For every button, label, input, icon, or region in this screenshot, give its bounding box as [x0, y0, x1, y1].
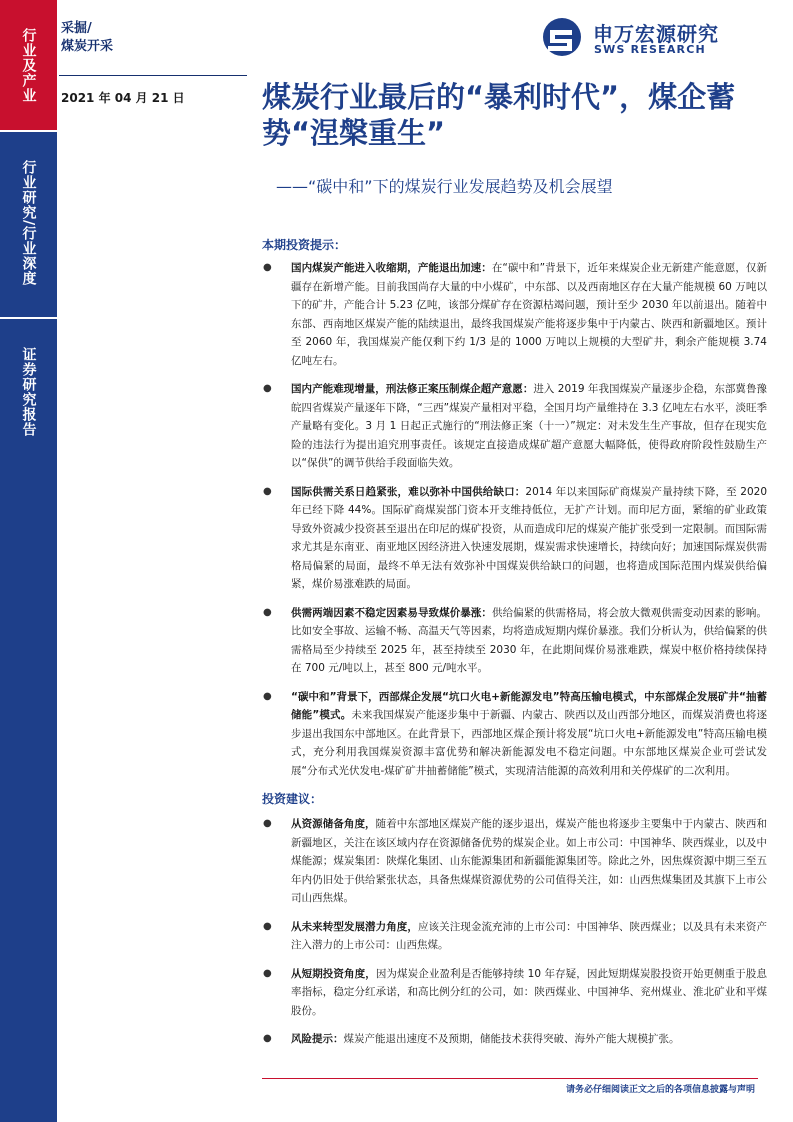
highlight-item-lead: “碳中和”背景下，西部煤企发展“坑口火电+新能源发电”特高压输电模式，中东部煤企发展矿井“抽蓄储能”模式。: [291, 690, 767, 721]
report-date: 2021 年 04 月 21 日: [61, 91, 185, 105]
bullet-icon: ●: [263, 262, 272, 273]
highlight-item: [262, 259, 767, 370]
recommendation-item-lead: 风险提示：: [291, 1033, 344, 1045]
bullet-icon: ●: [263, 690, 272, 702]
sidebar-tab-securities-report: [0, 317, 57, 1122]
highlight-item-lead: 国际供需关系日趋紧张，难以弥补中国供给缺口：: [291, 485, 526, 498]
bullet-icon: ●: [263, 485, 272, 497]
company-logo: [538, 16, 753, 58]
footer-disclaimer: 请务必仔细阅读正文之后的各项信息披露与声明: [565, 1085, 755, 1095]
sidebar-tab-industry-label: 行业及产业: [20, 28, 37, 103]
logo-mark-icon: [538, 16, 586, 58]
sidebar-tab-industry: [0, 0, 57, 130]
bullet-icon: ●: [263, 967, 272, 979]
bullet-icon: ●: [263, 606, 272, 618]
header-divider: [59, 75, 247, 76]
recommendation-item-lead: 从资源储备角度，: [291, 818, 376, 830]
category-line1: 采掘/: [61, 21, 92, 36]
recommendation-item-text: 因为煤炭企业盈利是否能够持续 10 年存疑，因此短期煤炭股投资开始更侧重于股息率指标，稳定分红承诺，和高比例分红的公司，如：陕西煤业、中国神华、兖州煤业、淮北矿业和平煤股份。: [291, 967, 767, 1017]
highlight-item: [262, 604, 767, 678]
highlight-item: [262, 483, 767, 594]
highlight-item-text: 未来我国煤炭产能逐步集中于新疆、内蒙古、陕西以及山西部分地区，而煤炭消费也将逐步退出我国东中部地区。在此背景下，西部地区煤企预计将发展“坑口火电+新能源发电”特高压输电模式，充分利用我国煤炭资源丰富优势和解决新能源发电不稳定问题。中东部地区煤炭企业可尝试发展“分布式光伏发电-煤矿矿井抽蓄储能”模式，实现清洁能源的高效利用和关停煤矿的二次利用。: [291, 709, 767, 777]
bullet-icon: ●: [263, 920, 272, 932]
bullet-icon: ●: [263, 818, 272, 829]
sidebar-tab-industry-research: [0, 130, 57, 317]
report-body: [262, 236, 767, 1059]
category-line2: 煤炭开采: [61, 39, 114, 54]
highlight-item: [262, 380, 767, 473]
report-subtitle: ——“碳中和”下的煤炭行业发展趋势及机会展望: [276, 177, 613, 196]
highlight-item-lead: 供需两端因素不稳定因素易导致煤价暴涨：: [291, 606, 493, 619]
recommendation-item: [262, 815, 767, 908]
recommendations-heading: 投资建议：: [262, 792, 323, 806]
recommendation-item: [262, 918, 767, 955]
bullet-icon: ●: [263, 1033, 272, 1044]
sidebar: [0, 0, 57, 1122]
logo-name: 申万宏源研究: [593, 22, 719, 46]
highlight-item-lead: 国内煤炭产能进入收缩期，产能退出加速：: [291, 262, 492, 274]
highlight-item: [262, 688, 767, 781]
recommendation-item-text: 应该关注现金流充沛的上市公司：中国神华、陕西煤业；以及具有未来资产注入潜力的上市公司：山西焦煤。: [291, 920, 768, 951]
highlight-item-text: 进入 2019 年我国煤炭产量逐步企稳，东部冀鲁豫皖四省煤炭产量逐年下降，“三西”煤炭产量相对平稳，全国月均产量维持在 3.3 亿吨左右水平，淡旺季产量略有变化。3 月 1 日起正式施行的“刑法修正案（十一）”规定：对未发生生产事故，但存在现实危险的违法行为提出追究刑事责任。该规定直接造成煤矿超产意愿大幅降低，使得政府阶段性鼓励生产以“保供”的调节供给手段面临失效。: [291, 383, 767, 469]
footer-divider: [262, 1078, 758, 1079]
logo-english-name: SWS RESEARCH: [594, 43, 706, 56]
bullet-icon: ●: [263, 383, 272, 394]
highlight-item-text: 2014 年以来国际矿商煤炭产量持续下降，至 2020 年已经下降 44%。国际矿商煤炭部门资本开支维持低位，无扩产计划。而印尼方面，紧缩的矿业政策导致外资减少投资甚至退出在印尼的煤矿投资，从而造成印尼的煤炭产能扩张受到一定限制。而国际需求尤其是东南亚、南亚地区因经济进入快速发展期，煤炭需求快速增长，持续向好；加速国际煤炭供需格局偏紧的局面，最终不单无法有效弥补中国煤炭供给缺口的问题，也将造成国际范围内煤炭供给偏紧，煤价易涨难跌的局面。: [291, 485, 767, 590]
highlights-heading: 本期投资提示：: [262, 238, 347, 252]
recommendation-item-lead: 从短期投资角度，: [291, 967, 376, 980]
highlight-item-lead: 国内产能难现增量，刑法修正案压制煤企超产意愿：: [291, 383, 534, 395]
sidebar-tab-industry-research-label: 行业研究/行业深度: [20, 160, 37, 287]
recommendation-item-text: 随着中东部地区煤炭产能的逐步退出，煤炭产能也将逐步主要集中于内蒙古、陕西和新疆地区，关注在该区域内存在资源储备优势的煤炭企业。如上市公司：中国神华、陕西煤业，以及中煤能源；煤炭集团：陕煤化集团、山东能源集团和新疆能源集团等。除此之外，因焦煤资源中期三至五年内仍旧处于供给紧张状态，具备焦煤煤资源优势的公司值得关注，如：山西焦煤集团及其旗下上市公司山西焦煤。: [291, 818, 768, 904]
recommendation-item: [262, 965, 767, 1021]
report-category: [61, 20, 113, 56]
highlight-item-text: 在“碳中和”背景下，近年来煤炭企业无新建产能意愿，仅新疆存在新增产能。目前我国尚存大量的中小煤矿，中东部、以及西南地区存在大量产能规模 60 万吨以下的矿井，产能合计 5.23 亿吨，该部分煤矿存在资源枯竭问题，预计至少 2030 年以前退出。随着中东部、西南地区煤炭产能的陆续退出，最终我国煤炭产能将逐步集中于内蒙古、陕西和新疆地区。预计至 2060 年，我国煤炭产能仅剩下约 1/3 是的 1000 万吨以上规模的大型矿井，剩余产能规模 3.74 亿吨左右。: [291, 262, 767, 367]
recommendation-item-lead: 从未来转型发展潜力角度，: [291, 920, 418, 933]
recommendation-item: [262, 1030, 767, 1049]
recommendation-item-text: 煤炭产能退出速度不及预期，储能技术获得突破、海外产能大规模扩张。: [343, 1033, 680, 1045]
report-title: 煤炭行业最后的“暴利时代”，煤企蓄势“涅槃重生”: [262, 80, 736, 150]
sidebar-tab-securities-report-label: 证券研究报告: [20, 347, 37, 437]
highlight-item-text: 供给偏紧的供需格局，将会放大微观供需变动因素的影响。比如安全事故、运输不畅、高温天气等因素，均将造成短期内煤价暴涨。我们分析认为，供给偏紧的供需格局至少持续至 2025 年，甚至持续至 2030 年，在此期间煤价易涨难跌，煤炭中枢价格持续保持在 700 元/吨以上，甚至 800 元/吨水平。: [291, 606, 768, 674]
